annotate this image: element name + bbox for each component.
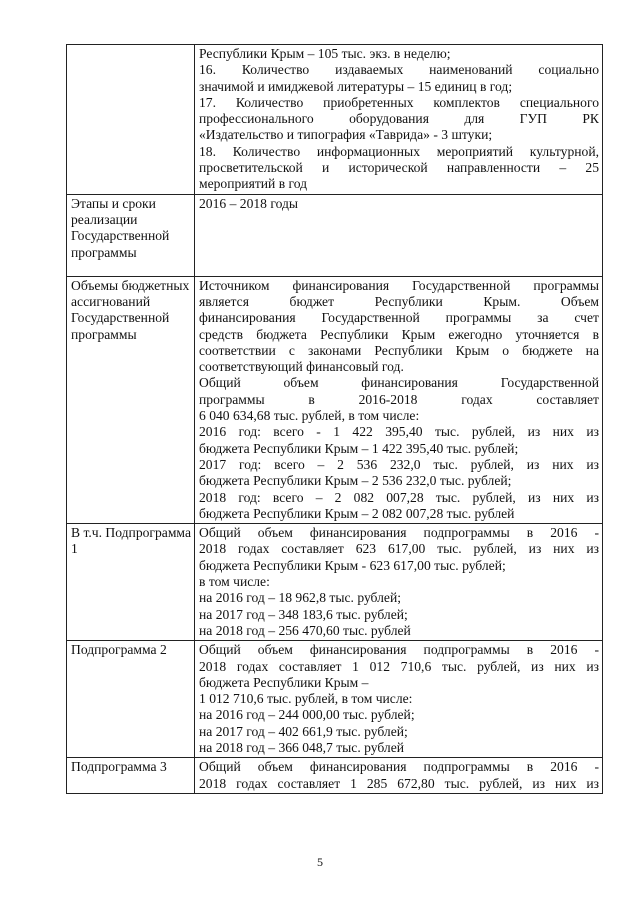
text-line: средств бюджета Республики Крым ежегодно уточняется в [199,326,599,342]
row-label: Этапы и сроки реализации Государственной программы [67,194,195,276]
text-line: 2018 годах составляет 1 012 710,6 тыс. рублей, из них из [199,658,599,674]
text-line: бюджета Республики Крым – 2 536 232,0 тыс. рублей; [199,473,512,489]
text-line: Республики Крым – 105 тыс. экз. в неделю; [199,46,451,61]
text-line: 16. Количество издаваемых наименований социально [199,62,599,78]
text-line: 2018 год: всего – 2 082 007,28 тыс. рублей, из них из [199,489,599,505]
text-line: 17. Количество приобретенных комплектов специального [199,94,599,110]
row-label: Объемы бюджетных ассигнований Государственной программы [67,276,195,523]
table-row [67,45,603,195]
text-line: Общий объем финансирования подпрограммы в 2016 - [199,642,599,658]
text-line: просветительской и исторической направленности – 25 [199,160,599,176]
text-line: программы в 2016-2018 годах составляет [199,391,599,407]
row-label: Подпрограмма 2 [67,641,195,758]
row-content [195,524,603,641]
text-line: соответствии с законами Республики Крым о бюджете на [199,342,599,358]
table-row [67,524,603,641]
text-line: значимой и имиджевой литературы – 15 единиц в год; [199,78,513,94]
text-line: 18. Количество информационных мероприятий культурной, [199,143,599,159]
page-number: 5 [317,855,323,869]
table-row [67,194,603,276]
text-line: 2018 годах составляет 623 617,00 тыс. рублей, из них из [199,541,599,557]
text-line: «Издательство и типография «Таврида» - 3 штуки; [199,127,493,143]
text-line: 6 040 634,68 тыс. рублей, в том числе: [199,408,420,424]
text-line: 2016 – 2018 годы [199,195,299,211]
text-line: 2016 год: всего - 1 422 395,40 тыс. рублей, из них из [199,424,599,440]
row-content [195,194,603,276]
text-line: на 2016 год – 244 000,00 тыс. рублей; [199,707,415,723]
text-line: 1 012 710,6 тыс. рублей, в том числе: [199,691,413,707]
program-passport-table [66,44,603,794]
text-line: бюджета Республики Крым – [199,674,369,690]
table-row [67,758,603,794]
row-content [195,758,603,794]
text-line: Общий объем финансирования подпрограммы в 2016 - [199,759,599,775]
row-content [195,45,603,195]
text-line: соответствующий финансовый год. [199,359,404,375]
text-line: мероприятий в год [199,176,308,192]
text-line: Источником финансирования Государственной программы [199,277,599,293]
text-line: на 2018 год – 256 470,60 тыс. рублей [199,622,411,638]
table-row [67,276,603,523]
text-line: на 2018 год – 366 048,7 тыс. рублей [199,739,405,755]
text-line: является бюджет Республики Крым. Объем [199,293,599,309]
text-line: в том числе: [199,574,270,590]
text-line: 2017 год: всего – 2 536 232,0 тыс. рублей, из них из [199,456,599,472]
text-line: Общий объем финансирования подпрограммы в 2016 - [199,525,599,541]
row-content [195,276,603,523]
row-label: В т.ч. Подпрограмма 1 [67,524,195,641]
text-line: на 2016 год – 18 962,8 тыс. рублей; [199,590,402,606]
text-line: бюджета Республики Крым - 623 617,00 тыс. рублей; [199,557,506,573]
text-line: на 2017 год – 348 183,6 тыс. рублей; [199,606,408,622]
text-line: финансирования Государственной программы за счет [199,310,599,326]
text-line: на 2017 год – 402 661,9 тыс. рублей; [199,723,408,739]
row-label [67,45,195,195]
text-line: бюджета Республики Крым – 2 082 007,28 тыс. рублей [199,505,515,521]
row-label: Подпрограмма 3 [67,758,195,794]
table-row [67,641,603,758]
text-line: профессионального оборудования для ГУП РК [199,111,599,127]
text-line: бюджета Республики Крым – 1 422 395,40 тыс. рублей; [199,440,519,456]
text-line: Общий объем финансирования Государственной [199,375,599,391]
row-content [195,641,603,758]
text-line: 2018 годах составляет 1 285 672,80 тыс. рублей, из них из [199,775,599,791]
